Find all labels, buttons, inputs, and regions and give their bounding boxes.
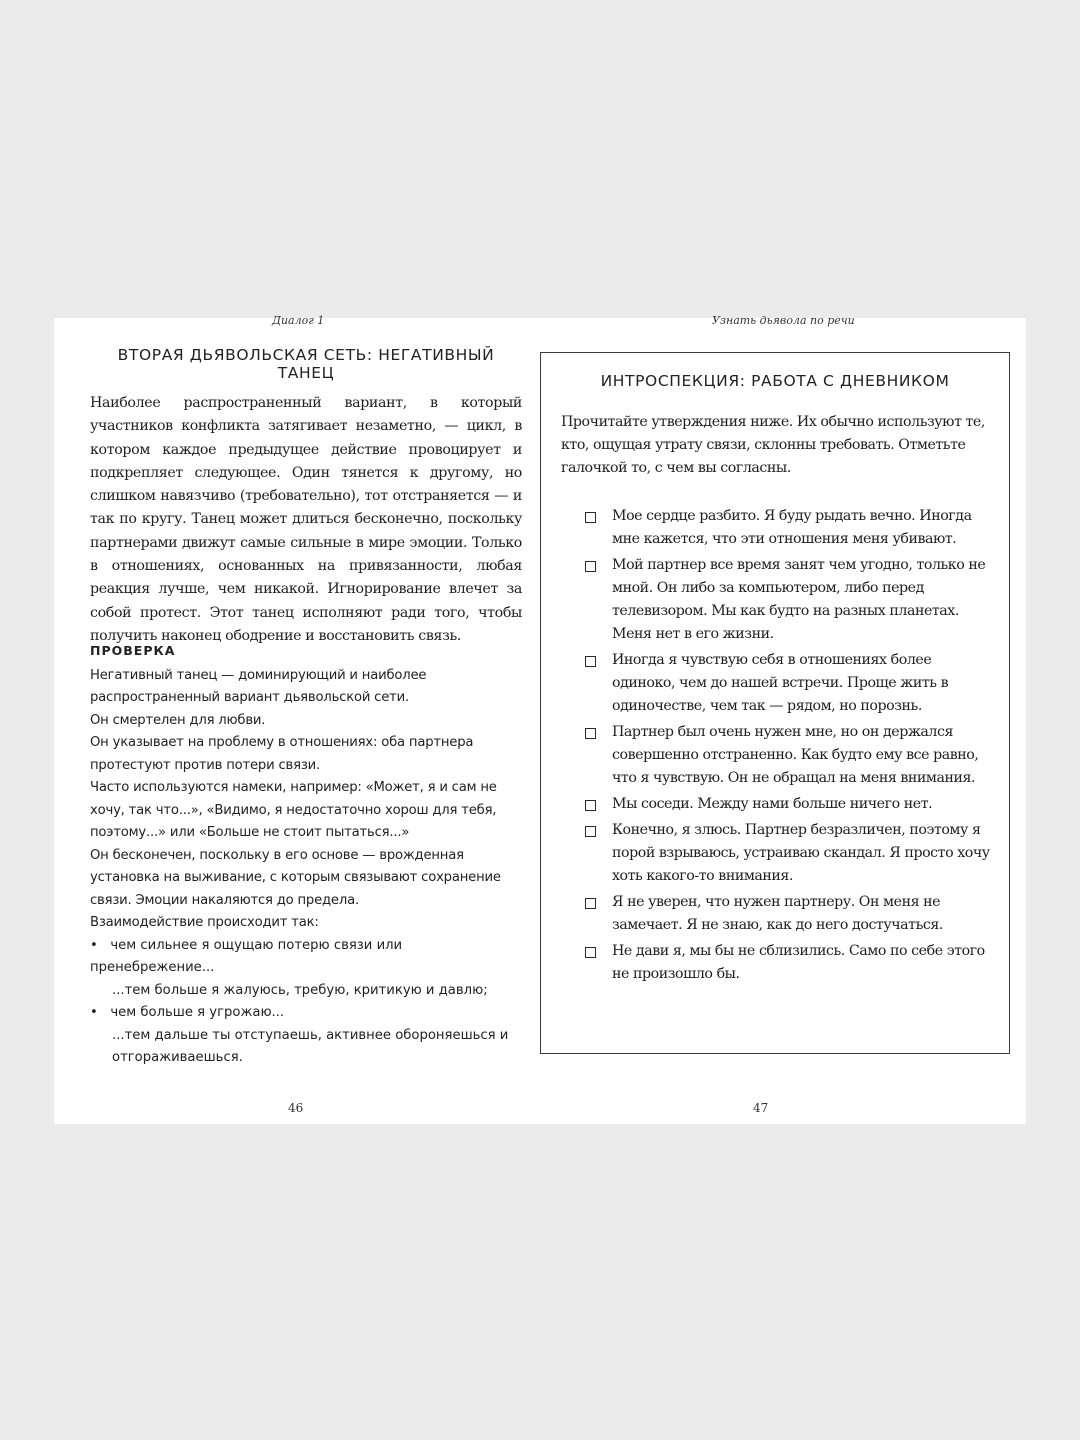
left-page bbox=[54, 314, 540, 1124]
bullet-line: чем больше я угрожаю... bbox=[110, 1005, 285, 1020]
section-title: ВТОРАЯ ДЬЯВОЛЬСКАЯ СЕТЬ: НЕГАТИВНЫЙ ТАНЕЦ bbox=[117, 346, 495, 382]
introspection-box bbox=[540, 352, 1010, 1054]
bullet-line: чем сильнее я ощущаю потерю связи или пренебрежение... bbox=[90, 937, 403, 975]
bullet-continuation: ...тем дальше ты отступаешь, активнее обороняешься и отгораживаешься. bbox=[112, 1027, 509, 1065]
statement-text: Конечно, я злюсь. Партнер безразличен, поэтому я порой взрываюсь, устраиваю скандал. Я просто хочу хоть какого-то внимания. bbox=[612, 822, 990, 884]
checkbox-icon[interactable] bbox=[585, 947, 596, 958]
bullet-continuation: ...тем больше я жалуюсь, требую, критикую и давлю; bbox=[112, 982, 488, 998]
statement-item bbox=[585, 819, 995, 888]
statement-item bbox=[585, 891, 995, 937]
check-line: Он бесконечен, поскольку в его основе — врожденная установка на выживание, с которым связывают сохранение связи. Эмоции накаляются до предела. bbox=[90, 847, 501, 908]
right-page bbox=[540, 314, 1026, 1124]
bullet-list bbox=[90, 935, 520, 1070]
checkbox-icon[interactable] bbox=[585, 898, 596, 909]
checkbox-icon[interactable] bbox=[585, 512, 596, 523]
statement-text: Партнер был очень нужен мне, но он держался совершенно отстраненно. Как будто ему все равно, что я чувствую. Он не обращал на меня внимания. bbox=[612, 724, 979, 786]
check-section bbox=[90, 640, 520, 1070]
statement-item bbox=[585, 649, 995, 718]
book-spread bbox=[54, 314, 1026, 1124]
checkbox-icon[interactable] bbox=[585, 826, 596, 837]
running-head-right: Узнать дьявола по речи bbox=[712, 314, 855, 327]
body-paragraph: Наиболее распространенный вариант, в который участников конфликта затягивает незаметно, — цикл, в котором каждое предыдущее действие провоцирует и подкрепляет следующее. Один тянется к другому, но слишком навязчиво (требовательно), тот отстраняется — и так по кругу. Танец может длиться бесконечно, поскольку партнерами движут самые сильные в мире эмоции. Только в отношениях, основанных на привязанности, любая реакция лучше, чем никакой. Игнорирование влечет за собой протест. Этот танец исполняют ради того, чтобы получить наконец ободрение и восстановить связь. bbox=[90, 395, 522, 644]
statement-text: Мы соседи. Между нами больше ничего нет. bbox=[612, 796, 933, 812]
check-line: Взаимодействие происходит так: bbox=[90, 915, 319, 930]
statement-item bbox=[585, 554, 995, 646]
statement-text: Я не уверен, что нужен партнеру. Он меня не замечает. Я не знаю, как до него достучаться. bbox=[612, 894, 943, 933]
checkbox-icon[interactable] bbox=[585, 656, 596, 667]
check-title: ПРОВЕРКА bbox=[90, 643, 176, 658]
box-title: ИНТРОСПЕКЦИЯ: РАБОТА С ДНЕВНИКОМ bbox=[600, 372, 950, 390]
statement-text: Иногда я чувствую себя в отношениях более одиноко, чем до нашей встречи. Проще жить в одиночестве, чем так — рядом, но порознь. bbox=[612, 652, 949, 714]
page-number-right: 47 bbox=[753, 1101, 769, 1115]
checkbox-icon[interactable] bbox=[585, 561, 596, 572]
statement-list bbox=[585, 505, 995, 989]
box-intro: Прочитайте утверждения ниже. Их обычно используют те, кто, ощущая утрату связи, склонны требовать. Отметьте галочкой то, с чем вы согласны. bbox=[561, 414, 985, 476]
check-line: Он указывает на проблему в отношениях: оба партнера протестуют против потери связи. bbox=[90, 735, 474, 773]
check-line: Он смертелен для любви. bbox=[90, 712, 266, 728]
statement-item bbox=[585, 505, 995, 551]
running-head-left: Диалог 1 bbox=[272, 314, 325, 327]
check-line: Негативный танец — доминирующий и наиболее распространенный вариант дьявольской сети. bbox=[90, 667, 427, 705]
statement-text: Не дави я, мы бы не сблизились. Само по себе этого не произошло бы. bbox=[612, 943, 985, 982]
statement-item bbox=[585, 793, 995, 816]
page-number-left: 46 bbox=[288, 1101, 304, 1115]
bullet-item bbox=[90, 935, 520, 1003]
checkbox-icon[interactable] bbox=[585, 800, 596, 811]
bullet-marker: • bbox=[90, 937, 111, 953]
statement-item bbox=[585, 940, 995, 986]
statement-text: Мое сердце разбито. Я буду рыдать вечно. Иногда мне кажется, что эти отношения меня убивают. bbox=[612, 508, 972, 547]
statement-text: Мой партнер все время занят чем угодно, только не мной. Он либо за компьютером, либо перед телевизором. Мы как будто на разных планетах. Меня нет в его жизни. bbox=[612, 557, 986, 642]
checkbox-icon[interactable] bbox=[585, 728, 596, 739]
statement-item bbox=[585, 721, 995, 790]
check-line: Часто используются намеки, например: «Может, я и сам не хочу, так что...», «Видимо, я недостаточно хорош для тебя, поэтому...» или «Больше не стоит пытаться...» bbox=[90, 780, 497, 840]
bullet-marker: • bbox=[90, 1005, 111, 1020]
bullet-item bbox=[90, 1002, 520, 1070]
